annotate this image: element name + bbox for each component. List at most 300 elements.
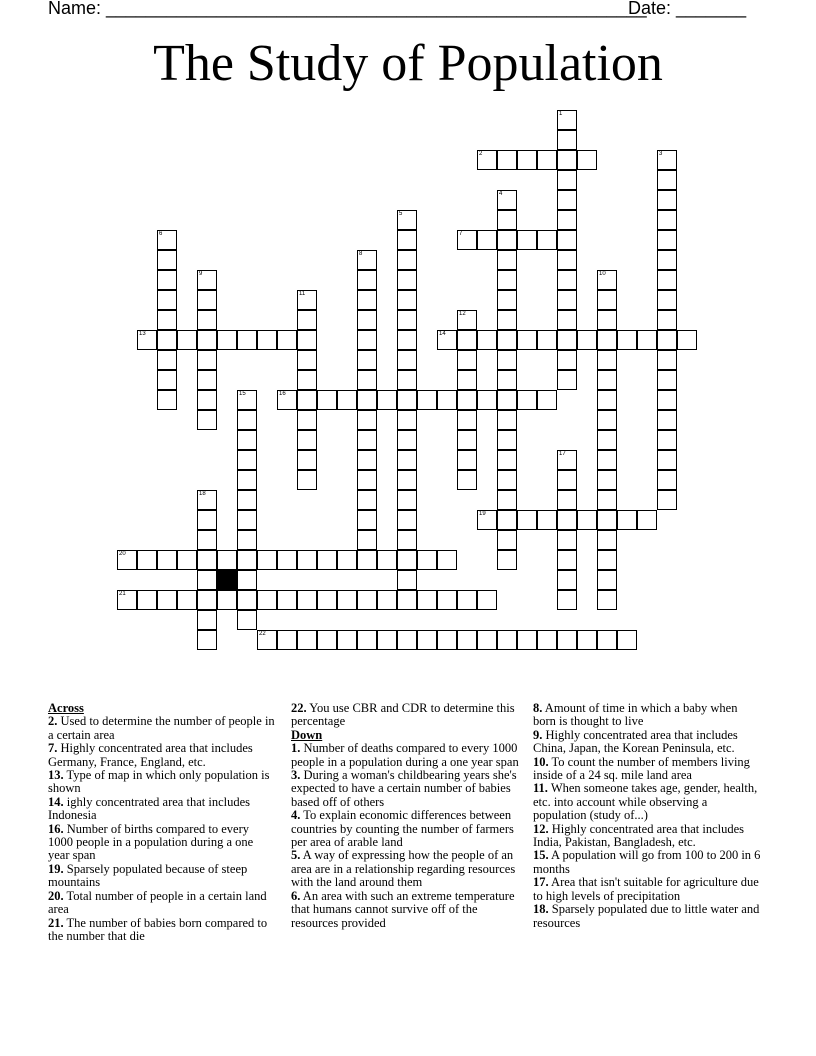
grid-cell[interactable] bbox=[457, 430, 477, 450]
grid-cell[interactable] bbox=[657, 430, 677, 450]
grid-cell[interactable] bbox=[357, 350, 377, 370]
grid-cell[interactable] bbox=[417, 630, 437, 650]
grid-cell[interactable] bbox=[637, 330, 657, 350]
grid-cell[interactable] bbox=[457, 630, 477, 650]
grid-cell[interactable] bbox=[557, 250, 577, 270]
grid-cell[interactable] bbox=[397, 370, 417, 390]
grid-cell[interactable] bbox=[437, 390, 457, 410]
grid-cell[interactable] bbox=[537, 630, 557, 650]
grid-cell[interactable] bbox=[417, 550, 437, 570]
grid-cell[interactable] bbox=[497, 310, 517, 330]
grid-cell[interactable] bbox=[557, 330, 577, 350]
grid-cell[interactable] bbox=[177, 550, 197, 570]
grid-cell[interactable] bbox=[397, 230, 417, 250]
grid-cell[interactable] bbox=[657, 370, 677, 390]
clue-number: 20 bbox=[119, 551, 126, 557]
grid-cell[interactable] bbox=[597, 450, 617, 470]
grid-cell[interactable] bbox=[397, 390, 417, 410]
clue-number: 3 bbox=[659, 151, 663, 157]
grid-cell[interactable] bbox=[597, 510, 617, 530]
grid-cell[interactable] bbox=[557, 450, 577, 470]
grid-cell[interactable] bbox=[497, 510, 517, 530]
grid-cell[interactable] bbox=[557, 170, 577, 190]
grid-cell[interactable] bbox=[397, 570, 417, 590]
grid-cell[interactable] bbox=[237, 570, 257, 590]
grid-cell[interactable] bbox=[397, 630, 417, 650]
grid-cell[interactable] bbox=[297, 290, 317, 310]
grid-cell[interactable] bbox=[297, 370, 317, 390]
grid-cell[interactable] bbox=[297, 630, 317, 650]
grid-cell[interactable] bbox=[657, 470, 677, 490]
grid-cell[interactable] bbox=[597, 570, 617, 590]
grid-cell[interactable] bbox=[357, 290, 377, 310]
clue-across-22: 22. You use CBR and CDR to determine this percentage bbox=[291, 701, 515, 729]
clue-down-1: 1. Number of deaths compared to every 1000 people in a population during a one year span bbox=[291, 741, 519, 769]
grid-cell[interactable] bbox=[497, 450, 517, 470]
clue-number: 18 bbox=[199, 491, 206, 497]
grid-cell[interactable] bbox=[357, 330, 377, 350]
grid-cell[interactable] bbox=[157, 310, 177, 330]
grid-cell[interactable] bbox=[597, 270, 617, 290]
grid-cell[interactable] bbox=[397, 350, 417, 370]
grid-cell[interactable] bbox=[237, 330, 257, 350]
grid-cell[interactable] bbox=[377, 590, 397, 610]
grid-cell[interactable] bbox=[157, 550, 177, 570]
grid-cell[interactable] bbox=[517, 230, 537, 250]
grid-cell[interactable] bbox=[457, 370, 477, 390]
clues-column-1 bbox=[48, 702, 276, 943]
grid-cell[interactable] bbox=[437, 630, 457, 650]
grid-cell[interactable] bbox=[237, 410, 257, 430]
grid-cell[interactable] bbox=[557, 530, 577, 550]
grid-cell[interactable] bbox=[397, 550, 417, 570]
grid-cell[interactable] bbox=[457, 390, 477, 410]
grid-cell[interactable] bbox=[557, 130, 577, 150]
grid-cell[interactable] bbox=[437, 590, 457, 610]
grid-cell[interactable] bbox=[357, 430, 377, 450]
grid-cell[interactable] bbox=[197, 390, 217, 410]
grid-cell[interactable] bbox=[157, 250, 177, 270]
grid-cell[interactable] bbox=[457, 590, 477, 610]
grid-cell[interactable] bbox=[157, 330, 177, 350]
clue-across-14: 14. ighly concentrated area that includes Indonesia bbox=[48, 794, 251, 823]
grid-cell[interactable] bbox=[277, 550, 297, 570]
grid-cell[interactable] bbox=[357, 390, 377, 410]
grid-cell[interactable] bbox=[257, 590, 277, 610]
grid-cell[interactable] bbox=[337, 630, 357, 650]
grid-cell[interactable] bbox=[497, 150, 517, 170]
grid-cell[interactable] bbox=[657, 210, 677, 230]
grid-cell[interactable] bbox=[237, 450, 257, 470]
clue-number: 13 bbox=[139, 331, 146, 337]
grid-cell[interactable] bbox=[557, 270, 577, 290]
clue-across-21: 21. The number of babies born compared to the number that die bbox=[48, 915, 268, 943]
grid-cell[interactable] bbox=[317, 390, 337, 410]
grid-cell[interactable] bbox=[557, 290, 577, 310]
grid-cell[interactable] bbox=[457, 230, 477, 250]
clue-number: 14 bbox=[439, 331, 446, 337]
grid-cell[interactable] bbox=[517, 150, 537, 170]
grid-cell[interactable] bbox=[297, 450, 317, 470]
grid-cell[interactable] bbox=[277, 330, 297, 350]
grid-cell[interactable] bbox=[377, 550, 397, 570]
grid-cell[interactable] bbox=[357, 270, 377, 290]
grid-cell[interactable] bbox=[197, 590, 217, 610]
grid-cell[interactable] bbox=[497, 190, 517, 210]
grid-cell[interactable] bbox=[217, 330, 237, 350]
grid-cell[interactable] bbox=[397, 330, 417, 350]
clue-number: 15 bbox=[239, 391, 246, 397]
grid-cell[interactable] bbox=[577, 330, 597, 350]
grid-cell[interactable] bbox=[197, 610, 217, 630]
grid-cell[interactable] bbox=[597, 410, 617, 430]
clue-down-17: 17. Area that isn't suitable for agriculture due to high levels of precipitation bbox=[533, 875, 759, 903]
grid-cell[interactable] bbox=[257, 330, 277, 350]
grid-cell[interactable] bbox=[297, 410, 317, 430]
grid-cell[interactable] bbox=[197, 510, 217, 530]
clue-number: 17 bbox=[559, 451, 566, 457]
clue-down-6: 6. An area with such an extreme temperature that humans cannot survive off of the resources provided bbox=[291, 888, 515, 930]
grid-cell[interactable] bbox=[617, 630, 637, 650]
grid-cell[interactable] bbox=[657, 250, 677, 270]
clue-number: 12 bbox=[459, 311, 466, 317]
grid-cell[interactable] bbox=[397, 310, 417, 330]
grid-cell[interactable] bbox=[557, 150, 577, 170]
clue-down-4: 4. To explain economic differences between countries by counting the number of farmers per area of arable land bbox=[291, 808, 514, 850]
grid-cell[interactable] bbox=[557, 350, 577, 370]
grid-cell[interactable] bbox=[637, 510, 657, 530]
grid-cell[interactable] bbox=[657, 150, 677, 170]
grid-cell[interactable] bbox=[397, 210, 417, 230]
grid-cell[interactable] bbox=[197, 410, 217, 430]
grid-cell[interactable] bbox=[497, 350, 517, 370]
name-field[interactable]: Name: ______________________________________________________ bbox=[48, 0, 647, 18]
grid-cell[interactable] bbox=[497, 330, 517, 350]
grid-cell[interactable] bbox=[497, 270, 517, 290]
grid-cell[interactable] bbox=[297, 590, 317, 610]
grid-cell[interactable] bbox=[297, 330, 317, 350]
grid-cell[interactable] bbox=[397, 270, 417, 290]
grid-cell[interactable] bbox=[397, 290, 417, 310]
grid-cell[interactable] bbox=[297, 390, 317, 410]
grid-cell[interactable] bbox=[197, 630, 217, 650]
grid-cell[interactable] bbox=[137, 330, 157, 350]
grid-cell[interactable] bbox=[577, 150, 597, 170]
clue-number: 2 bbox=[479, 151, 483, 157]
grid-cell[interactable] bbox=[597, 550, 617, 570]
grid-cell[interactable] bbox=[397, 250, 417, 270]
grid-cell[interactable] bbox=[597, 310, 617, 330]
grid-cell[interactable] bbox=[197, 370, 217, 390]
grid-cell[interactable] bbox=[237, 610, 257, 630]
grid-cell[interactable] bbox=[497, 250, 517, 270]
grid-cell[interactable] bbox=[497, 490, 517, 510]
grid-cell[interactable] bbox=[197, 350, 217, 370]
grid-cell[interactable] bbox=[157, 230, 177, 250]
grid-cell[interactable] bbox=[157, 370, 177, 390]
grid-cell[interactable] bbox=[597, 530, 617, 550]
grid-cell[interactable] bbox=[357, 250, 377, 270]
grid-cell[interactable] bbox=[517, 510, 537, 530]
grid-cell[interactable] bbox=[557, 210, 577, 230]
grid-cell[interactable] bbox=[617, 510, 637, 530]
grid-cell[interactable] bbox=[557, 310, 577, 330]
grid-cell[interactable] bbox=[477, 330, 497, 350]
grid-cell[interactable] bbox=[397, 470, 417, 490]
grid-cell[interactable] bbox=[457, 470, 477, 490]
grid-cell[interactable] bbox=[657, 310, 677, 330]
grid-cell[interactable] bbox=[397, 490, 417, 510]
down-heading: Down bbox=[291, 727, 323, 742]
clue-number: 5 bbox=[399, 211, 403, 217]
grid-cell[interactable] bbox=[117, 550, 137, 570]
grid-cell[interactable] bbox=[357, 450, 377, 470]
grid-cell[interactable] bbox=[557, 230, 577, 250]
grid-cell[interactable] bbox=[237, 510, 257, 530]
grid-cell[interactable] bbox=[157, 390, 177, 410]
grid-cell[interactable] bbox=[237, 550, 257, 570]
date-field[interactable]: Date: _______ bbox=[628, 0, 747, 18]
grid-cell[interactable] bbox=[237, 390, 257, 410]
grid-cell[interactable] bbox=[597, 390, 617, 410]
grid-cell[interactable] bbox=[397, 430, 417, 450]
grid-cell[interactable] bbox=[657, 230, 677, 250]
grid-cell[interactable] bbox=[377, 390, 397, 410]
grid-cell[interactable] bbox=[357, 410, 377, 430]
grid-cell[interactable] bbox=[457, 330, 477, 350]
grid-cell[interactable] bbox=[237, 590, 257, 610]
grid-cell[interactable] bbox=[557, 490, 577, 510]
grid-cell[interactable] bbox=[557, 570, 577, 590]
grid-cell[interactable] bbox=[497, 210, 517, 230]
grid-cell[interactable] bbox=[477, 630, 497, 650]
grid-cell[interactable] bbox=[357, 310, 377, 330]
grid-cell[interactable] bbox=[317, 590, 337, 610]
grid-cell[interactable] bbox=[297, 350, 317, 370]
grid-cell[interactable] bbox=[537, 230, 557, 250]
grid-cell[interactable] bbox=[557, 370, 577, 390]
grid-cell[interactable] bbox=[657, 190, 677, 210]
grid-cell[interactable] bbox=[357, 510, 377, 530]
clues-column-2 bbox=[291, 702, 525, 930]
clue-number: 21 bbox=[119, 591, 126, 597]
clue-number: 8 bbox=[359, 251, 363, 257]
grid-cell[interactable] bbox=[537, 330, 557, 350]
grid-cell[interactable] bbox=[597, 430, 617, 450]
grid-cell[interactable] bbox=[277, 590, 297, 610]
grid-cell[interactable] bbox=[557, 470, 577, 490]
grid-cell[interactable] bbox=[657, 290, 677, 310]
grid-cell[interactable] bbox=[657, 490, 677, 510]
clue-down-8: 8. Amount of time in which a baby when born is thought to live bbox=[533, 701, 738, 729]
grid-cell[interactable] bbox=[677, 330, 697, 350]
grid-cell[interactable] bbox=[517, 630, 537, 650]
clue-down-12: 12. Highly concentrated area that includes India, Pakistan, Bangladesh, etc. bbox=[533, 821, 745, 850]
grid-cell[interactable] bbox=[317, 630, 337, 650]
grid-cell[interactable] bbox=[137, 590, 157, 610]
grid-cell[interactable] bbox=[537, 150, 557, 170]
clue-number: 11 bbox=[299, 291, 306, 297]
grid-cell[interactable] bbox=[357, 370, 377, 390]
grid-cell[interactable] bbox=[117, 590, 137, 610]
grid-cell[interactable] bbox=[617, 330, 637, 350]
clue-down-9: 9. Highly concentrated area that includes China, Japan, the Korean Peninsula, etc. bbox=[533, 727, 738, 756]
grid-cell[interactable] bbox=[357, 530, 377, 550]
grid-cell[interactable] bbox=[337, 550, 357, 570]
grid-cell[interactable] bbox=[477, 510, 497, 530]
grid-cell[interactable] bbox=[197, 490, 217, 510]
grid-cell[interactable] bbox=[197, 270, 217, 290]
grid-cell[interactable] bbox=[457, 450, 477, 470]
grid-cell[interactable] bbox=[157, 590, 177, 610]
grid-cell[interactable] bbox=[557, 630, 577, 650]
grid-cell[interactable] bbox=[657, 330, 677, 350]
grid-cell[interactable] bbox=[477, 390, 497, 410]
grid-cell[interactable] bbox=[257, 550, 277, 570]
grid-cell[interactable] bbox=[457, 310, 477, 330]
grid-cell[interactable] bbox=[217, 590, 237, 610]
grid-cell[interactable] bbox=[397, 530, 417, 550]
grid-cell[interactable] bbox=[417, 590, 437, 610]
grid-cell[interactable] bbox=[337, 390, 357, 410]
grid-cell[interactable] bbox=[197, 570, 217, 590]
clue-number: 7 bbox=[459, 231, 463, 237]
grid-cell[interactable] bbox=[657, 270, 677, 290]
grid-cell[interactable] bbox=[597, 370, 617, 390]
grid-cell[interactable] bbox=[517, 330, 537, 350]
clue-number: 10 bbox=[599, 271, 606, 277]
grid-cell[interactable] bbox=[237, 530, 257, 550]
grid-cell[interactable] bbox=[197, 310, 217, 330]
grid-cell[interactable] bbox=[577, 510, 597, 530]
clue-across-20: 20. Total number of people in a certain land area bbox=[48, 888, 267, 917]
grid-cell[interactable] bbox=[257, 630, 277, 650]
grid-cell[interactable] bbox=[297, 310, 317, 330]
grid-cell[interactable] bbox=[497, 410, 517, 430]
grid-cell[interactable] bbox=[517, 390, 537, 410]
grid-cell[interactable] bbox=[157, 290, 177, 310]
grid-cell[interactable] bbox=[497, 430, 517, 450]
grid-cell[interactable] bbox=[177, 590, 197, 610]
grid-cell[interactable] bbox=[197, 550, 217, 570]
grid-cell[interactable] bbox=[497, 470, 517, 490]
grid-cell[interactable] bbox=[597, 330, 617, 350]
clue-across-2: 2. Used to determine the number of people in a certain area bbox=[48, 714, 275, 742]
grid-cell[interactable] bbox=[557, 550, 577, 570]
grid-cell[interactable] bbox=[597, 630, 617, 650]
grid-cell[interactable] bbox=[497, 290, 517, 310]
grid-cell[interactable] bbox=[657, 350, 677, 370]
clue-down-15: 15. A population will go from 100 to 200 in 6 months bbox=[533, 848, 761, 876]
black-cell bbox=[217, 570, 237, 590]
grid-cell[interactable] bbox=[397, 410, 417, 430]
grid-cell[interactable] bbox=[477, 590, 497, 610]
grid-cell[interactable] bbox=[657, 410, 677, 430]
grid-cell[interactable] bbox=[297, 430, 317, 450]
grid-cell[interactable] bbox=[197, 330, 217, 350]
grid-cell[interactable] bbox=[457, 350, 477, 370]
grid-cell[interactable] bbox=[537, 390, 557, 410]
grid-cell[interactable] bbox=[497, 550, 517, 570]
clue-across-16: 16. Number of births compared to every 1000 people in a population during a one year span bbox=[48, 821, 254, 863]
grid-cell[interactable] bbox=[317, 550, 337, 570]
grid-cell[interactable] bbox=[597, 590, 617, 610]
grid-cell[interactable] bbox=[297, 550, 317, 570]
grid-cell[interactable] bbox=[157, 270, 177, 290]
grid-cell[interactable] bbox=[497, 530, 517, 550]
grid-cell[interactable] bbox=[337, 590, 357, 610]
clue-number: 1 bbox=[559, 111, 563, 117]
grid-cell[interactable] bbox=[357, 630, 377, 650]
grid-cell[interactable] bbox=[497, 630, 517, 650]
grid-cell[interactable] bbox=[157, 350, 177, 370]
grid-cell[interactable] bbox=[497, 230, 517, 250]
clue-across-13: 13. Type of map in which only population is shown bbox=[48, 768, 270, 796]
grid-cell[interactable] bbox=[277, 630, 297, 650]
grid-cell[interactable] bbox=[237, 470, 257, 490]
clue-number: 22 bbox=[259, 631, 266, 637]
grid-cell[interactable] bbox=[557, 110, 577, 130]
grid-cell[interactable] bbox=[597, 290, 617, 310]
grid-cell[interactable] bbox=[397, 510, 417, 530]
grid-cell[interactable] bbox=[177, 330, 197, 350]
grid-cell[interactable] bbox=[557, 590, 577, 610]
clue-down-18: 18. Sparsely populated due to little water and resources bbox=[533, 902, 760, 930]
grid-cell[interactable] bbox=[417, 390, 437, 410]
grid-cell[interactable] bbox=[477, 150, 497, 170]
grid-cell[interactable] bbox=[397, 590, 417, 610]
grid-cell[interactable] bbox=[657, 390, 677, 410]
grid-cell[interactable] bbox=[497, 390, 517, 410]
grid-cell[interactable] bbox=[577, 630, 597, 650]
grid-cell[interactable] bbox=[357, 470, 377, 490]
clue-number: 6 bbox=[159, 231, 163, 237]
grid-cell[interactable] bbox=[277, 390, 297, 410]
clue-down-3: 3. During a woman's childbearing years she's expected to have a certain number of babies based off of others bbox=[291, 768, 517, 809]
grid-cell[interactable] bbox=[357, 490, 377, 510]
grid-cell[interactable] bbox=[497, 370, 517, 390]
grid-cell[interactable] bbox=[537, 510, 557, 530]
grid-cell[interactable] bbox=[217, 550, 237, 570]
clue-across-7: 7. Highly concentrated area that includes Germany, France, England, etc. bbox=[48, 741, 253, 769]
grid-cell[interactable] bbox=[297, 470, 317, 490]
grid-cell[interactable] bbox=[137, 550, 157, 570]
clue-across-19: 19. Sparsely populated because of steep mountains bbox=[48, 861, 248, 890]
grid-cell[interactable] bbox=[657, 450, 677, 470]
grid-cell[interactable] bbox=[657, 170, 677, 190]
grid-cell[interactable] bbox=[557, 190, 577, 210]
grid-cell[interactable] bbox=[397, 450, 417, 470]
grid-cell[interactable] bbox=[437, 550, 457, 570]
grid-cell[interactable] bbox=[357, 590, 377, 610]
grid-cell[interactable] bbox=[197, 290, 217, 310]
grid-cell[interactable] bbox=[457, 410, 477, 430]
clue-number: 4 bbox=[499, 191, 503, 197]
grid-cell[interactable] bbox=[597, 470, 617, 490]
grid-cell[interactable] bbox=[597, 350, 617, 370]
grid-cell[interactable] bbox=[197, 530, 217, 550]
clue-down-11: 11. When someone takes age, gender, health, etc. into account while observing a population (study of...) bbox=[533, 781, 758, 823]
clue-number: 16 bbox=[279, 391, 286, 397]
grid-cell[interactable] bbox=[437, 330, 457, 350]
grid-cell[interactable] bbox=[377, 630, 397, 650]
grid-cell[interactable] bbox=[477, 230, 497, 250]
grid-cell[interactable] bbox=[557, 510, 577, 530]
grid-cell[interactable] bbox=[237, 490, 257, 510]
grid-cell[interactable] bbox=[237, 430, 257, 450]
grid-cell[interactable] bbox=[357, 550, 377, 570]
grid-cell[interactable] bbox=[597, 490, 617, 510]
